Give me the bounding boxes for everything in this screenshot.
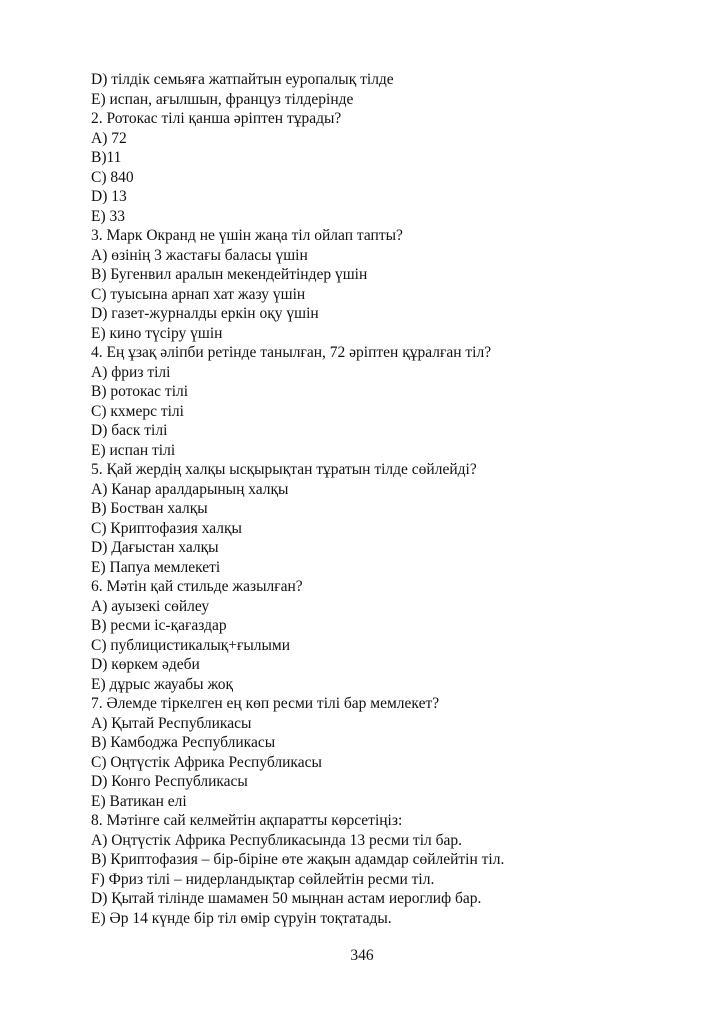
text-line: D) Қытай тілінде шамамен 50 мыңнан астам иероглиф бар.	[91, 890, 482, 907]
page-number: 346	[350, 947, 374, 964]
question-line: 6. Мәтін қай стильде жазылған?	[91, 578, 303, 595]
text-line: B) ротокас тілі	[91, 383, 189, 400]
text-line: B) Криптофазия – бір-біріне өте жақын адамдар сөйлейтін тіл.	[91, 851, 505, 868]
text-line: B) ресми іс-қағаздар	[91, 617, 227, 634]
text-line: D) көркем әдеби	[91, 656, 200, 673]
text-line: A) Қытай Республикасы	[91, 714, 252, 732]
text-line: E) испан тілі	[91, 441, 176, 459]
text-line: D) газет-журналды еркін оқу үшін	[91, 305, 319, 322]
page-content	[91, 70, 651, 928]
question-line: 4. Ең ұзақ әліпби ретінде танылған, 72 әріптен құралған тіл?	[91, 344, 492, 361]
text-line: E) 33	[91, 207, 126, 225]
text-line: D) 13	[91, 188, 127, 205]
text-line: D) баск тілі	[91, 422, 168, 439]
text-line: C) кхмерс тілі	[91, 402, 184, 420]
question-line: 8. Мәтінге сай келмейтін ақпаратты көрсетіңіз:	[91, 812, 403, 829]
text-line: A) Канар аралдарының халқы	[91, 480, 289, 498]
text-line: E) кино түсіру үшін	[91, 324, 223, 342]
text-line: E) Папуа мемлекеті	[91, 558, 221, 576]
question-line: 2. Ротокас тілі қанша әріптен тұрады?	[91, 110, 342, 127]
text-line: E) испан, ағылшын, француз тілдерінде	[91, 90, 354, 108]
text-line: C) Криптофазия халқы	[91, 519, 242, 537]
text-line: D) Конго Республикасы	[91, 773, 248, 790]
text-line: C) Оңтүстік Африка Республикасы	[91, 753, 322, 771]
text-line: B) Камбоджа Республикасы	[91, 734, 276, 751]
text-line: A) фриз тілі	[91, 363, 171, 381]
question-line: 3. Марк Окранд не үшін жаңа тіл ойлап тапты?	[91, 227, 403, 244]
text-line: E) Әр 14 күнде бір тіл өмір сүруін тоқтатады.	[91, 909, 392, 927]
text-line: A) өзінің 3 жастағы баласы үшін	[91, 246, 308, 264]
text-line: C) публицистикалық+ғылыми	[91, 636, 291, 654]
question-line: 5. Қай жердің халқы ысқырықтан тұратын тілде сөйлейді?	[91, 461, 477, 478]
text-line: B) Боствaн халқы	[91, 500, 208, 517]
text-line: F) Фриз тілі – нидерландықтар сөйлейтін ресми тіл.	[91, 870, 435, 888]
text-line: D) Дағыстан халқы	[91, 539, 219, 556]
text-line: C) 840	[91, 168, 134, 186]
question-line: 7. Әлемде тіркелген ең көп ресми тілі бар мемлекет?	[91, 695, 440, 712]
text-line: C) туысына арнап хат жазу үшін	[91, 285, 306, 303]
text-line: B) Бугенвил аралын мекендейтіндер үшін	[91, 266, 368, 283]
text-line: A) Оңтүстік Африка Республикасында 13 ресми тіл бар.	[91, 831, 463, 849]
text-line: D) тілдік семьяға жатпайтын еуропалық тілде	[91, 71, 394, 88]
text-line: B)11	[91, 149, 122, 166]
text-line: A) 72	[91, 129, 127, 147]
text-line: A) ауызекі сөйлеу	[91, 597, 210, 615]
text-line: E) Ватикан елі	[91, 792, 187, 810]
text-line: E) дұрыс жауабы жоқ	[91, 675, 234, 693]
